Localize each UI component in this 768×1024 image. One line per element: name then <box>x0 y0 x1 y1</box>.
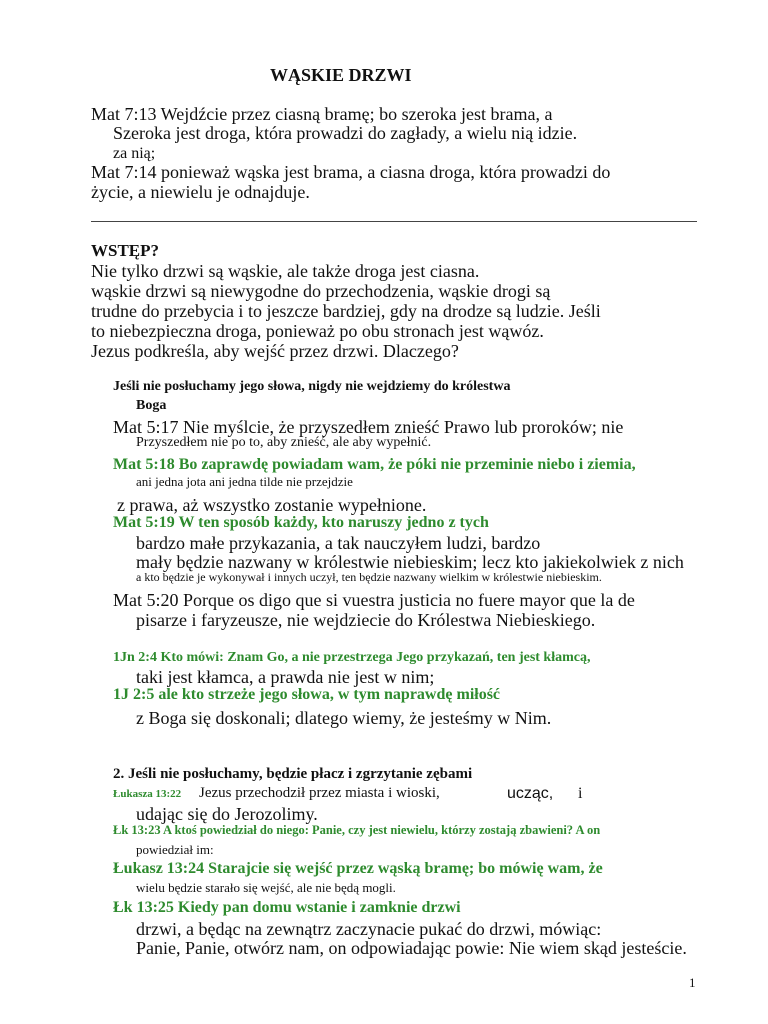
section2-heading: 2. Jeśli nie posłuchamy, będzie płacz i zgrzytanie zębami <box>113 766 473 782</box>
verse-lk-13-22-word: ucząc, <box>507 785 554 802</box>
verse-lk-13-22-ref: Łukasza 13:22 <box>113 788 182 800</box>
verse-mat-5-17: Mat 5:17 Nie myślcie, że przyszedłem znieść Prawo lub proroków; nie <box>113 417 624 437</box>
verse-mat-5-19-cont: bardzo małe przykazania, a tak nauczyłem ludzi, bardzo <box>136 533 541 553</box>
page-number: 1 <box>689 975 696 990</box>
wstep-line: Jezus podkreśla, aby wejść przez drzwi. Dlaczego? <box>91 341 459 361</box>
verse-1j-2-5: 1J 2:5 ale kto strzeże jego słowa, w tym naprawdę miłość <box>113 686 501 703</box>
intro-line: Mat 7:14 ponieważ wąska jest brama, a ciasna droga, która prowadzi do <box>91 162 611 182</box>
section1-heading: Jeśli nie posłuchamy jego słowa, nigdy nie wejdziemy do królestwa <box>113 379 511 394</box>
verse-mat-5-20-cont: pisarze i faryzeusze, nie wejdziecie do Królestwa Niebieskiego. <box>136 610 596 630</box>
verse-mat-5-18: Mat 5:18 Bo zaprawdę powiadam wam, że póki nie przeminie niebo i ziemia, <box>113 456 636 473</box>
verse-mat-5-17-cont: Przyszedłem nie po to, aby znieść, ale aby wypełnić. <box>136 435 432 450</box>
verse-lk-13-22-end: i <box>578 785 583 802</box>
intro-line: Szeroka jest droga, która prowadzi do zagłady, a wielu nią idzie. <box>113 123 578 143</box>
verse-lk-13-24-cont: wielu będzie starało się wejść, ale nie będą mogli. <box>136 880 396 895</box>
verse-1j-2-5-cont: z Boga się doskonali; dlatego wiemy, że jesteśmy w Nim. <box>136 708 552 728</box>
verse-mat-5-18-cont: ani jedna jota ani jedna tilde nie przejdzie <box>136 474 353 489</box>
verse-mat-5-19-cont: a kto będzie je wykonywał i innych uczył, ten będzie nazwany wielkim w królestwie niebieskim. <box>136 570 602 584</box>
section1-heading-cont: Boga <box>136 398 167 413</box>
verse-lk-13-23-cont: powiedział im: <box>136 842 214 857</box>
verse-lk-13-25-cont: drzwi, a będąc na zewnątrz zaczynacie pukać do drzwi, mówiąc: <box>136 919 602 939</box>
verse-lk-13-22-cont: udając się do Jerozolimy. <box>136 804 318 824</box>
verse-1jn-2-4-cont: taki jest kłamca, a prawda nie jest w nim; <box>136 667 435 687</box>
wstep-line: trudne do przebycia i to jeszcze bardziej, gdy na drodze są ludzie. Jeśli <box>91 301 601 321</box>
intro-line: życie, a niewielu je odnajduje. <box>91 182 310 202</box>
verse-mat-5-20: Mat 5:20 Porque os digo que si vuestra justicia no fuere mayor que la de <box>113 590 635 610</box>
verse-mat-5-19: Mat 5:19 W ten sposób każdy, kto naruszy jedno z tych <box>113 514 489 531</box>
wstep-line: Nie tylko drzwi są wąskie, ale także droga jest ciasna. <box>91 261 480 281</box>
verse-mat-5-18-cont: z prawa, aż wszystko zostanie wypełnione. <box>117 495 427 515</box>
verse-lk-13-25-cont: Panie, Panie, otwórz nam, on odpowiadając powie: Nie wiem skąd jesteście. <box>136 938 687 958</box>
verse-lk-13-23: Łk 13:23 A ktoś powiedział do niego: Panie, czy jest niewielu, którzy zostają zbawieni? A on <box>113 823 601 837</box>
verse-mat-5-19-cont: mały będzie nazwany w królestwie niebieskim; lecz kto jakiekolwiek z nich <box>136 552 684 572</box>
wstep-line: wąskie drzwi są niewygodne do przechodzenia, wąskie drogi są <box>91 281 551 301</box>
verse-lk-13-24: Łukasz 13:24 Starajcie się wejść przez wąską bramę; bo mówię wam, że <box>113 860 603 877</box>
wstep-heading: WSTĘP? <box>91 241 160 260</box>
page-title: WĄSKIE DRZWI <box>270 65 412 85</box>
verse-lk-13-25: Łk 13:25 Kiedy pan domu wstanie i zamknie drzwi <box>113 899 461 916</box>
verse-1jn-2-4: 1Jn 2:4 Kto mówi: Znam Go, a nie przestrzega Jego przykazań, ten jest kłamcą, <box>113 650 591 665</box>
verse-lk-13-22: Jezus przechodził przez miasta i wioski, <box>199 785 440 801</box>
horizontal-divider <box>91 221 697 222</box>
wstep-line: to niebezpieczna droga, ponieważ po obu stronach jest wąwóz. <box>91 321 544 341</box>
intro-line: Mat 7:13 Wejdźcie przez ciasną bramę; bo szeroka jest brama, a <box>91 104 553 124</box>
intro-line: za nią; <box>113 145 156 162</box>
